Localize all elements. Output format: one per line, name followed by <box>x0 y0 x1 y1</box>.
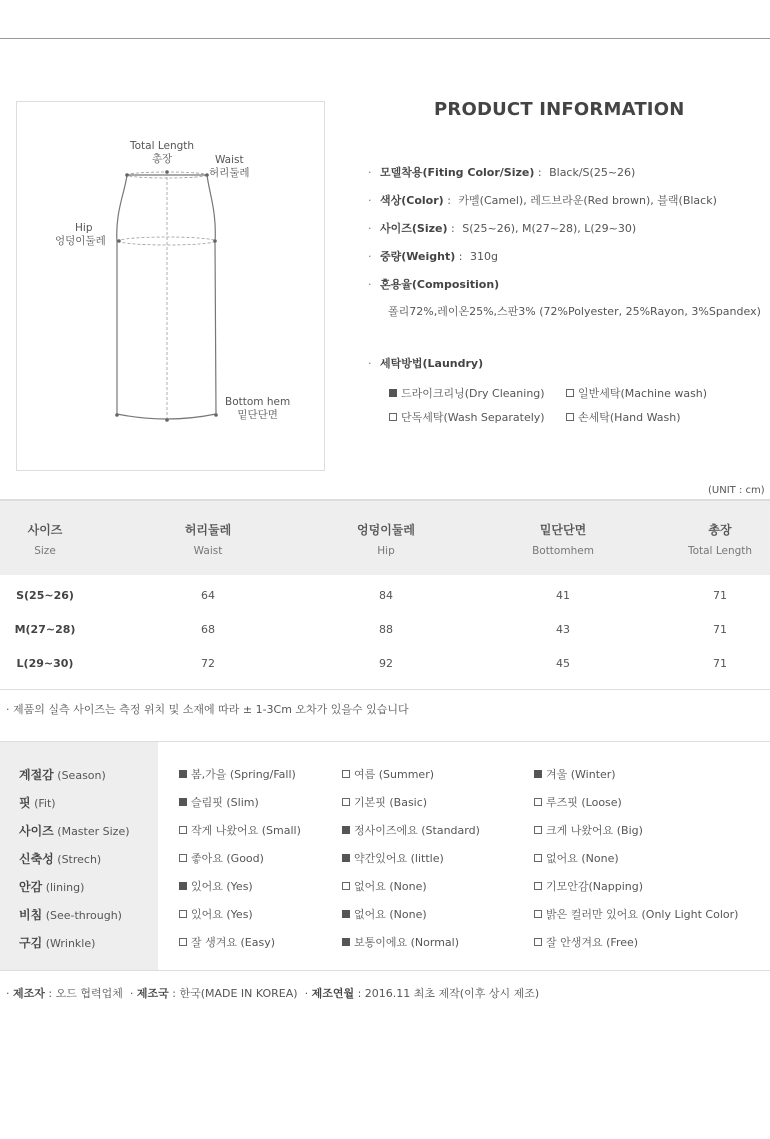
checkbox-empty-icon <box>534 882 542 890</box>
header-en: Size <box>34 545 56 557</box>
header-en: Total Length <box>687 545 753 557</box>
bottom-hem-label <box>225 396 290 422</box>
checkbox-checked-icon <box>342 938 350 946</box>
attr-option-label: 크게 나왔어요 (Big) <box>546 824 643 837</box>
waist-en: Waist <box>214 154 244 166</box>
attr-option-label: 슬림핏 (Slim) <box>191 796 259 809</box>
total-length-label <box>130 140 194 166</box>
pi-row-laundry: · 세탁방법(Laundry) <box>368 357 484 370</box>
unit-label: (UNIT : cm) <box>708 485 765 496</box>
pi-row-composition: · 혼용율(Composition) <box>368 278 500 291</box>
attr-option-label: 기모안감(Napping) <box>546 880 644 893</box>
attr-ko: 비침 <box>19 908 43 922</box>
checkbox-empty-icon <box>566 389 574 397</box>
attr-option <box>534 766 616 782</box>
attr-ko: 구김 <box>19 936 43 950</box>
manufacturer-info: · 제조자 : 오드 협력업체 · 제조국 : 한국(MADE IN KOREA) · 제조연월 : 2016.11 최초 제작(이후 상시 제조) <box>6 987 540 1000</box>
pi-row-color: · 색상(Color) : 카멜(Camel), 레드브라운(Red brown), 블랙(Black) <box>368 194 717 207</box>
attr-option-label: 없어요 (None) <box>546 852 619 865</box>
header-ko: 총장 <box>708 523 732 537</box>
total-length-cell: 71 <box>713 623 727 636</box>
composition-value: 폴리72%,레이온25%,스판3% (72%Polyester, 25%Rayon, 3%Spandex) <box>388 305 761 318</box>
maker-value: : 오드 협력업체 <box>48 987 123 1000</box>
hip-en: Hip <box>75 222 93 234</box>
laundry-option-label: 단독세탁(Wash Separately) <box>401 411 545 424</box>
attr-option <box>342 794 427 810</box>
checkbox-checked-icon <box>342 826 350 834</box>
size-diagram <box>16 101 325 471</box>
attr-label-lining <box>19 878 84 895</box>
size-table <box>0 499 770 575</box>
total-length-cell: 71 <box>713 657 727 670</box>
product-info-title: PRODUCT INFORMATION <box>434 99 685 120</box>
attr-option <box>179 850 264 866</box>
attr-option <box>342 878 427 894</box>
header-ko: 사이즈 <box>27 523 63 537</box>
laundry-machine-wash <box>566 385 707 401</box>
checkbox-empty-icon <box>342 770 350 778</box>
checkbox-empty-icon <box>534 854 542 862</box>
pi-row-fitting: · 모델착용(Fiting Color/Size) : Black/S(25~26) <box>368 166 636 179</box>
laundry-wash-separately <box>389 409 545 425</box>
size-cell: S(25~26) <box>16 589 74 602</box>
attr-option <box>342 766 434 782</box>
laundry-option-label: 손세탁(Hand Wash) <box>578 411 681 424</box>
checkbox-empty-icon <box>389 413 397 421</box>
attr-ko: 사이즈 <box>19 824 54 838</box>
attr-option-label: 정사이즈에요 (Standard) <box>354 824 480 837</box>
pi-row-size: · 사이즈(Size) : S(25~26), M(27~28), L(29~30) <box>368 222 637 235</box>
attr-option <box>179 794 259 810</box>
attr-option <box>534 822 643 838</box>
hip-cell: 84 <box>379 589 393 602</box>
waist-ko: 허리둘레 <box>209 167 250 179</box>
waist-cell: 72 <box>201 657 215 670</box>
hip-cell: 88 <box>379 623 393 636</box>
size-table-header <box>0 499 770 575</box>
table-row <box>0 621 770 655</box>
checkbox-checked-icon <box>534 770 542 778</box>
attr-label-season <box>19 766 106 783</box>
attr-label-stretch <box>19 850 101 867</box>
hip-ko: 엉덩이둘레 <box>55 235 106 247</box>
attr-en: (Master Size) <box>57 825 130 838</box>
attr-ko: 신축성 <box>19 852 54 866</box>
pi-label: 중량(Weight) <box>380 250 456 263</box>
table-row <box>0 655 770 689</box>
attr-option <box>534 934 638 950</box>
attr-option-label: 겨울 (Winter) <box>546 768 616 781</box>
header-ko: 엉덩이둘레 <box>357 523 415 537</box>
bottomhem-cell: 45 <box>556 657 570 670</box>
checkbox-empty-icon <box>534 938 542 946</box>
pi-sep: : <box>451 222 455 235</box>
attr-option-label: 봄,가을 (Spring/Fall) <box>191 768 296 781</box>
laundry-dry-cleaning <box>389 385 545 401</box>
attr-option-label: 있어요 (Yes) <box>191 908 253 921</box>
pi-value: S(25~26), M(27~28), L(29~30) <box>462 222 637 235</box>
attr-option-label: 루즈핏 (Loose) <box>546 796 622 809</box>
country-label: 제조국 <box>136 987 169 1000</box>
header-bottomhem <box>493 501 633 557</box>
laundry-label: 세탁방법(Laundry) <box>380 357 484 370</box>
checkbox-empty-icon <box>179 826 187 834</box>
pi-label: 색상(Color) <box>380 194 444 207</box>
date-label: 제조연월 <box>311 987 355 1000</box>
attr-option-label: 기본핏 (Basic) <box>354 796 428 809</box>
attr-option <box>342 906 427 922</box>
header-en: Waist <box>193 545 223 557</box>
attr-en: (Fit) <box>34 797 56 810</box>
bottomhem-cell: 43 <box>556 623 570 636</box>
checkbox-empty-icon <box>342 882 350 890</box>
attr-option <box>179 766 296 782</box>
checkbox-checked-icon <box>179 770 187 778</box>
attr-option <box>342 934 459 950</box>
total-length-cell: 71 <box>713 589 727 602</box>
attr-option-label: 있어요 (Yes) <box>191 880 253 893</box>
attr-option-label: 약간있어요 (little) <box>354 852 444 865</box>
pi-label: 사이즈(Size) <box>380 222 448 235</box>
pi-label: 모델착용(Fiting Color/Size) <box>380 166 535 179</box>
checkbox-empty-icon <box>534 798 542 806</box>
attr-option-label: 없어요 (None) <box>354 880 427 893</box>
attr-option <box>534 850 619 866</box>
header-total-length <box>660 501 770 557</box>
checkbox-checked-icon <box>342 910 350 918</box>
total-length-en: Total Length <box>130 140 195 152</box>
divider <box>0 970 770 971</box>
attr-option <box>342 850 444 866</box>
checkbox-empty-icon <box>179 910 187 918</box>
header-ko: 밑단단면 <box>539 523 587 537</box>
attr-en: (See-through) <box>45 909 122 922</box>
checkbox-checked-icon <box>179 798 187 806</box>
country-value: : 한국(MADE IN KOREA) <box>172 987 298 1000</box>
top-divider <box>0 38 770 39</box>
size-cell: L(29~30) <box>16 657 74 670</box>
pi-label: 혼용율(Composition) <box>380 278 500 291</box>
attr-ko: 핏 <box>19 796 31 810</box>
hem-en: Bottom hem <box>225 396 291 408</box>
bottomhem-cell: 41 <box>556 589 570 602</box>
waist-label <box>209 154 250 180</box>
pi-sep: : <box>458 250 463 263</box>
attr-option-label: 여름 (Summer) <box>354 768 435 781</box>
attr-en: (lining) <box>45 881 85 894</box>
attr-option <box>534 878 643 894</box>
laundry-hand-wash <box>566 409 681 425</box>
header-size <box>0 501 90 557</box>
pi-row-weight: · 중량(Weight) : 310g <box>368 250 498 263</box>
header-ko: 허리둘레 <box>184 523 232 537</box>
header-hip <box>316 501 456 557</box>
attr-en: (Season) <box>57 769 106 782</box>
laundry-option-label: 드라이크리닝(Dry Cleaning) <box>401 387 545 400</box>
attr-label-master-size <box>19 822 130 839</box>
attr-option-label: 작게 나왔어요 (Small) <box>191 824 301 837</box>
attr-ko: 계절감 <box>19 768 54 782</box>
checkbox-empty-icon <box>342 798 350 806</box>
hip-cell: 92 <box>379 657 393 670</box>
attr-en: (Wrinkle) <box>45 937 96 950</box>
attr-option <box>534 906 738 922</box>
checkbox-empty-icon <box>566 413 574 421</box>
attr-option-label: 잘 안생겨요 (Free) <box>546 936 639 949</box>
total-length-ko: 총장 <box>151 153 173 165</box>
header-en: Hip <box>377 545 395 557</box>
checkbox-checked-icon <box>389 389 397 397</box>
pi-sep: : <box>537 166 542 179</box>
waist-cell: 68 <box>201 623 215 636</box>
attr-label-fit <box>19 794 56 811</box>
checkbox-empty-icon <box>534 826 542 834</box>
checkbox-empty-icon <box>179 938 187 946</box>
maker-label: 제조자 <box>13 987 45 1000</box>
attr-option-label: 없어요 (None) <box>354 908 427 921</box>
attr-option-label: 보통이에요 (Normal) <box>354 936 460 949</box>
attr-option <box>179 934 275 950</box>
size-note: · 제품의 실측 사이즈는 측정 위치 및 소재에 따라 ± 1-3Cm 오차가 있을수 있습니다 <box>6 703 409 716</box>
attr-option-label: 밝은 컬러만 있어요 (Only Light Color) <box>546 908 739 921</box>
pi-value: 카멜(Camel), 레드브라운(Red brown), 블랙(Black) <box>458 194 717 207</box>
attr-option-label: 잘 생겨요 (Easy) <box>191 936 276 949</box>
checkbox-checked-icon <box>179 882 187 890</box>
checkbox-empty-icon <box>179 854 187 862</box>
header-waist <box>138 501 278 557</box>
attr-ko: 안감 <box>19 880 43 894</box>
attr-label-see-through <box>19 906 122 923</box>
pi-value: 310g <box>469 250 498 263</box>
attr-label-wrinkle <box>19 934 95 951</box>
hem-ko: 밑단단면 <box>237 409 278 421</box>
attr-option <box>179 822 301 838</box>
laundry-option-label: 일반세탁(Machine wash) <box>578 387 708 400</box>
hip-label <box>55 222 106 248</box>
attr-option <box>179 906 253 922</box>
pi-sep: : <box>447 194 451 207</box>
attr-en: (Strech) <box>57 853 102 866</box>
attr-option <box>179 878 253 894</box>
checkbox-empty-icon <box>534 910 542 918</box>
waist-cell: 64 <box>201 589 215 602</box>
checkbox-checked-icon <box>342 854 350 862</box>
attr-option <box>342 822 480 838</box>
attr-option-label: 좋아요 (Good) <box>191 852 264 865</box>
date-value: : 2016.11 최초 제작(이후 상시 제조) <box>357 987 540 1000</box>
size-cell: M(27~28) <box>14 623 76 636</box>
attr-option <box>534 794 622 810</box>
table-row <box>0 587 770 621</box>
pi-value: Black/S(25~26) <box>549 166 636 179</box>
header-en: Bottomhem <box>532 545 594 557</box>
divider <box>0 689 770 690</box>
